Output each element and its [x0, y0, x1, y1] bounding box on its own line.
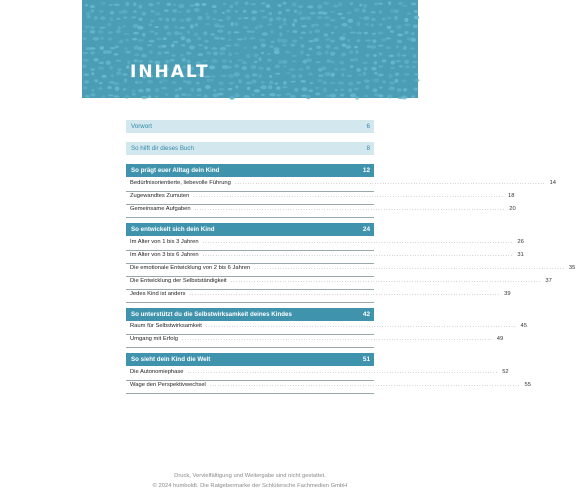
- toc-entry[interactable]: [126, 323, 527, 333]
- toc-entry-page: 31: [517, 252, 524, 258]
- leader-dots: ........................................................................................................................: [182, 336, 493, 342]
- toc-entry-label: Raum für Selbstwirksamkeit: [130, 323, 202, 329]
- entry-divider: [126, 276, 374, 277]
- toc-entry-label: Zugewandtes Zumuten: [130, 193, 190, 199]
- toc-heading-label: So prägt euer Alltag dein Kind: [131, 167, 220, 174]
- toc-heading-page: 12: [362, 167, 370, 174]
- toc-entry[interactable]: [126, 278, 552, 288]
- toc-entry-page: 18: [508, 193, 515, 199]
- leader-dots: ........................................................................................................................: [193, 193, 504, 199]
- toc-entry-label: Im Alter von 1 bis 3 Jahren: [130, 239, 199, 245]
- book-page: [82, 0, 576, 500]
- toc-heading-label: So entwickelt sich dein Kind: [131, 226, 215, 233]
- leader-dots: ........................................................................................................................: [202, 252, 514, 258]
- toc-entry[interactable]: [126, 382, 531, 392]
- entry-divider: [126, 289, 374, 290]
- leader-dots: ........................................................................................................................: [202, 239, 514, 245]
- toc-entry-page: 20: [509, 206, 516, 212]
- toc-entry-page: 52: [502, 369, 509, 375]
- leader-dots: ........................................................................................................................: [187, 369, 499, 375]
- toc-heading-label: So sieht dein Kind die Welt: [131, 356, 211, 363]
- toc-entry-label: Im Alter von 3 bis 6 Jahren: [130, 252, 199, 258]
- toc-entry[interactable]: [126, 206, 516, 216]
- toc-front-matter[interactable]: [126, 142, 374, 155]
- toc-entry-label: Umgang mit Erfolg: [130, 336, 179, 342]
- leader-dots: ........................................................................................................................: [254, 265, 565, 271]
- leader-dots: ........................................................................................................................: [194, 206, 506, 212]
- toc-entry[interactable]: [126, 193, 515, 203]
- toc-entry[interactable]: [126, 239, 524, 249]
- toc-entry[interactable]: [126, 265, 576, 275]
- leader-dots: ........................................................................................................................: [189, 291, 501, 297]
- entry-divider: [126, 191, 374, 192]
- entry-divider: [126, 217, 374, 218]
- toc-entry-page: 39: [504, 291, 511, 297]
- page-title: INHALT: [130, 62, 210, 82]
- toc-entry-label: Die emotionale Entwicklung von 2 bis 6 Jahren: [130, 265, 251, 271]
- entry-divider: [126, 347, 374, 348]
- entry-divider: [126, 380, 374, 381]
- toc-entry-page: 35: [568, 265, 576, 271]
- entry-divider: [126, 302, 374, 303]
- toc-heading-page: 42: [362, 311, 370, 318]
- toc-chapter[interactable]: [126, 223, 374, 236]
- leader-dots: ........................................................................................................................: [209, 382, 521, 388]
- entry-divider: [126, 334, 374, 335]
- toc-heading-page: 6: [366, 123, 370, 130]
- toc-entry-page: 26: [517, 239, 524, 245]
- entry-divider: [126, 393, 374, 394]
- toc-heading-page: 8: [366, 145, 370, 152]
- toc-entry-page: 49: [496, 336, 504, 342]
- entry-divider: [126, 204, 374, 205]
- toc-entry-label: Bedürfnisorientierte, liebevolle Führung: [130, 180, 231, 186]
- toc-entry-page: 55: [524, 382, 531, 388]
- leader-dots: ........................................................................................................................: [205, 323, 517, 329]
- footer-line-1: Druck, Vervielfältigung und Weitergabe sind nicht gestattet.: [174, 473, 326, 479]
- leader-dots: ........................................................................................................................: [230, 278, 542, 284]
- toc-entry[interactable]: [126, 252, 524, 262]
- toc-entry[interactable]: [126, 369, 509, 379]
- toc-entry-label: Jedes Kind ist anders: [130, 291, 186, 297]
- toc-heading-label: So hilft dir dieses Buch: [131, 145, 194, 152]
- toc-chapter[interactable]: [126, 164, 374, 177]
- toc-entry-label: Die Entwicklung der Selbstständigkeit: [130, 278, 227, 284]
- toc-front-matter[interactable]: [126, 120, 374, 133]
- leader-dots: ........................................................................................................................: [234, 180, 546, 186]
- toc-entry-page: 14: [549, 180, 557, 186]
- toc-chapter[interactable]: [126, 308, 374, 321]
- toc-chapter[interactable]: [126, 353, 374, 366]
- toc-entry-page: 45: [520, 323, 527, 329]
- toc-heading-label: Vorwort: [131, 123, 152, 130]
- toc-entry[interactable]: [126, 336, 504, 346]
- toc-heading-page: 51: [362, 356, 370, 363]
- toc-heading-label: So unterstützt du die Selbstwirksamkeit deines Kindes: [131, 311, 292, 318]
- toc-entry[interactable]: [126, 291, 511, 301]
- toc-entry-label: Wage den Perspektivwechsel: [130, 382, 206, 388]
- toc-entry-label: Die Autonomiephase: [130, 369, 184, 375]
- entry-divider: [126, 250, 374, 251]
- toc-entry-page: 37: [545, 278, 552, 284]
- toc-heading-page: 24: [362, 226, 370, 233]
- footer-line-2: © 2024 humboldt. Die Ratgebermarke der Schlütersche Fachmedien GmbH: [152, 483, 348, 489]
- dot-pattern: [82, 0, 418, 98]
- toc-entry-label: Gemeinsame Aufgaben: [130, 206, 191, 212]
- toc-entry[interactable]: [126, 180, 557, 190]
- header-banner: [82, 0, 418, 98]
- entry-divider: [126, 263, 374, 264]
